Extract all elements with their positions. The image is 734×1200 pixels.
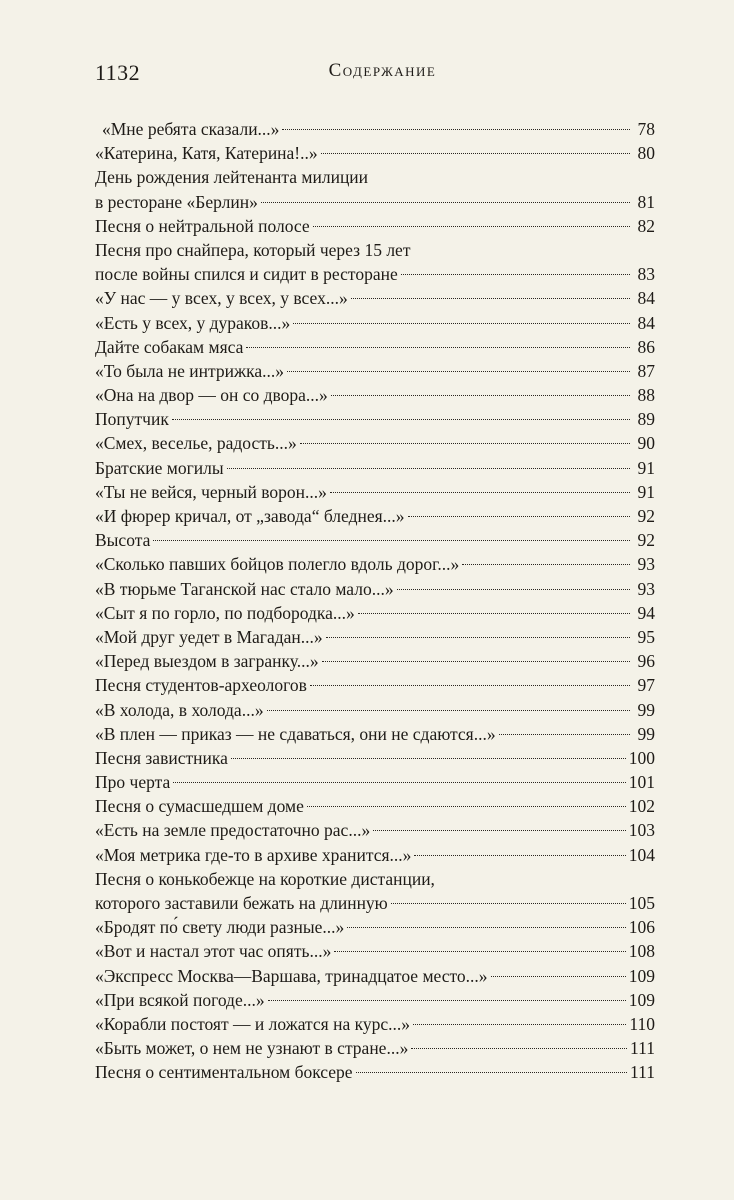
toc-entry — [95, 891, 655, 915]
toc-entry-title: Песня студентов-археологов — [95, 675, 307, 696]
toc-entry — [95, 673, 655, 697]
toc-entry — [95, 867, 655, 891]
toc-entry-page: 94 — [637, 602, 655, 623]
toc-entry-title: «То была не интрижка...» — [95, 360, 284, 381]
dot-leader — [231, 758, 626, 759]
dot-leader — [408, 516, 630, 517]
toc-entry-title: после войны спился и сидит в ресторане — [95, 264, 398, 285]
dot-leader — [307, 806, 626, 807]
toc-entry — [95, 214, 655, 238]
toc-entry-page: 92 — [637, 530, 655, 551]
dot-leader — [413, 1024, 626, 1025]
toc-entry-page: 109 — [628, 989, 655, 1010]
toc-entry-title: Про черта — [95, 772, 171, 793]
toc-entry — [95, 383, 655, 407]
toc-entry-title: «Экспресс Москва—Варшава, тринадцатое место...» — [95, 965, 488, 986]
dot-leader — [287, 371, 630, 372]
toc-entry — [95, 915, 655, 939]
toc-entry-page: 84 — [637, 288, 655, 309]
toc-entry — [95, 601, 655, 625]
toc-entry-title: «Сыт я по горло, по подбородка...» — [95, 602, 355, 623]
toc-entry — [95, 770, 655, 794]
toc-entry-page: 91 — [637, 457, 655, 478]
toc-entry-page: 101 — [628, 772, 655, 793]
toc-entry-page: 104 — [628, 844, 655, 865]
dot-leader — [331, 395, 630, 396]
toc-entry-title: «В холода, в холода...» — [95, 699, 264, 720]
toc-entry-title: «В плен — приказ — не сдаваться, они не сдаются...» — [95, 723, 496, 744]
toc-entry — [95, 238, 655, 262]
toc-entry-title: «Быть может, о нем не узнают в стране...» — [95, 1038, 409, 1059]
toc-entry — [95, 359, 655, 383]
toc-entry-title: День рождения лейтенанта милиции — [95, 167, 369, 188]
dot-leader — [282, 129, 630, 130]
toc-entry — [95, 335, 655, 359]
toc-entry-page: 99 — [637, 699, 655, 720]
dot-leader — [322, 661, 630, 662]
toc-entry — [95, 528, 655, 552]
dot-leader — [462, 564, 630, 565]
toc-entry-page: 82 — [637, 215, 655, 236]
toc-entry — [95, 1036, 655, 1060]
dot-leader — [401, 274, 630, 275]
toc-entry-page: 110 — [629, 1013, 655, 1034]
toc-entry-title: Попутчик — [95, 409, 169, 430]
toc-entry — [95, 480, 655, 504]
toc-entry — [95, 141, 655, 165]
toc-entry-title: «Смех, веселье, радость...» — [95, 433, 297, 454]
toc-entry — [95, 818, 655, 842]
dot-leader — [326, 637, 630, 638]
toc-entry — [95, 262, 655, 286]
toc-entry-page: 93 — [637, 578, 655, 599]
toc-entry-page: 109 — [628, 965, 655, 986]
toc-entry — [95, 1060, 655, 1084]
toc-entry-title: Песня о сентиментальном боксере — [95, 1062, 353, 1083]
toc-entry-page: 95 — [637, 626, 655, 647]
dot-leader — [414, 855, 625, 856]
dot-leader — [397, 589, 630, 590]
dot-leader — [330, 492, 630, 493]
toc-entry — [95, 964, 655, 988]
toc-entry-page: 96 — [637, 651, 655, 672]
dot-leader — [313, 226, 630, 227]
toc-entry-page: 105 — [628, 893, 655, 913]
toc-entry — [95, 311, 655, 335]
toc-entry-page: 97 — [637, 675, 655, 696]
toc-entry-page: 93 — [637, 554, 655, 575]
toc-entry — [95, 988, 655, 1012]
toc-entry-page: 111 — [630, 1062, 655, 1083]
toc-entry-page: 102 — [628, 796, 655, 817]
section-title: Содержание — [328, 60, 437, 81]
toc-entry-title: в ресторане «Берлин» — [95, 191, 258, 212]
toc-entry-title: Высота — [95, 530, 151, 551]
dot-leader — [268, 1000, 626, 1001]
dot-leader — [373, 830, 626, 831]
toc-entry-page: 99 — [637, 723, 655, 744]
toc-entry-title: «Мне ребята сказали...» — [102, 119, 280, 139]
page-number: 1132 — [95, 60, 141, 85]
toc-entry — [95, 698, 655, 722]
toc-entry-title: «Ты не вейся, черный ворон...» — [95, 481, 327, 502]
toc-entry-title: «Сколько павших бойцов полегло вдоль дорог...» — [95, 554, 460, 575]
toc-entry-title: Братские могилы — [95, 457, 224, 478]
toc-entry-title: «Она на двор — он со двора...» — [95, 385, 328, 406]
toc-entry-title: «Бродят по́ свету люди разные...» — [95, 917, 345, 938]
dot-leader — [261, 202, 630, 203]
dot-leader — [246, 347, 630, 348]
toc-entry — [95, 190, 655, 214]
toc-entry-page: 81 — [637, 191, 655, 212]
toc-entry-title: «У нас — у всех, у всех, у всех...» — [95, 288, 348, 309]
dot-leader — [334, 951, 625, 952]
toc-entry — [95, 625, 655, 649]
toc-entry-page: 106 — [628, 917, 655, 938]
dot-leader — [267, 710, 630, 711]
toc-entry-page: 86 — [637, 336, 655, 357]
dot-leader — [172, 419, 630, 420]
toc-entry-title: которого заставили бежать на длинную — [95, 893, 388, 913]
table-of-contents — [95, 117, 655, 1085]
dot-leader — [356, 1072, 627, 1073]
dot-leader — [300, 443, 630, 444]
toc-entry — [95, 746, 655, 770]
toc-entry-title: «И фюрер кричал, от „завода“ бледнея...» — [95, 506, 405, 526]
toc-entry-title: «Есть на земле предостаточно рас...» — [95, 820, 371, 841]
toc-entry — [95, 431, 655, 455]
toc-entry-page: 87 — [637, 360, 655, 381]
toc-entry-page: 92 — [637, 506, 655, 526]
toc-entry-title: «Мой друг уедет в Магадан...» — [95, 626, 323, 647]
toc-entry-title: Дайте собакам мяса — [95, 336, 244, 357]
toc-entry-title: «Моя метрика где-то в архиве хранится...» — [95, 844, 412, 865]
toc-entry-title: Песня о конькобежце на короткие дистанции, — [95, 868, 435, 889]
toc-entry-page: 88 — [637, 385, 655, 406]
dot-leader — [411, 1048, 627, 1049]
toc-entry-page: 84 — [637, 312, 655, 333]
dot-leader — [351, 298, 630, 299]
toc-entry-title: Песня завистника — [95, 747, 228, 768]
toc-entry-page: 89 — [637, 409, 655, 430]
dot-leader — [173, 782, 626, 783]
toc-entry — [95, 939, 655, 963]
toc-entry-page: 90 — [637, 433, 655, 454]
running-head — [95, 60, 670, 90]
toc-entry — [95, 1012, 655, 1036]
toc-entry-page: 103 — [628, 820, 655, 841]
toc-entry — [95, 456, 655, 480]
dot-leader — [358, 613, 630, 614]
toc-entry-title: «Перед выездом в загранку...» — [95, 651, 319, 672]
toc-entry — [95, 722, 655, 746]
toc-entry-page: 83 — [637, 264, 655, 285]
toc-entry — [95, 649, 655, 673]
dot-leader — [391, 903, 626, 904]
dot-leader — [347, 927, 625, 928]
toc-entry-title: Песня про снайпера, который через 15 лет — [95, 239, 411, 260]
toc-entry-page: 91 — [637, 481, 655, 502]
toc-entry — [95, 552, 655, 576]
toc-entry-page: 108 — [628, 941, 655, 962]
dot-leader — [153, 540, 630, 541]
toc-entry-page: 78 — [637, 119, 655, 139]
toc-entry — [95, 794, 655, 818]
toc-entry-title: «При всякой погоде...» — [95, 989, 265, 1010]
toc-entry — [95, 117, 655, 141]
toc-entry — [95, 577, 655, 601]
toc-entry-page: 80 — [637, 143, 655, 164]
toc-entry-title: «В тюрьме Таганской нас стало мало...» — [95, 578, 394, 599]
dot-leader — [310, 685, 630, 686]
toc-entry — [95, 286, 655, 310]
dot-leader — [321, 153, 630, 154]
toc-entry-title: «Вот и настал этот час опять...» — [95, 941, 332, 962]
toc-entry — [95, 843, 655, 867]
toc-entry-title: «Корабли постоят — и ложатся на курс...» — [95, 1013, 411, 1034]
dot-leader — [499, 734, 630, 735]
dot-leader — [293, 323, 630, 324]
toc-entry — [95, 504, 655, 528]
dot-leader — [491, 976, 626, 977]
toc-entry — [95, 407, 655, 431]
toc-entry-title: «Есть у всех, у дураков...» — [95, 312, 291, 333]
toc-entry-title: Песня о сумасшедшем доме — [95, 796, 304, 817]
toc-entry — [95, 165, 655, 189]
dot-leader — [227, 468, 630, 469]
toc-entry-title: «Катерина, Катя, Катерина!..» — [95, 143, 318, 164]
toc-entry-page: 111 — [630, 1038, 655, 1059]
toc-entry-page: 100 — [628, 747, 655, 768]
toc-entry-title: Песня о нейтральной полосе — [95, 215, 310, 236]
